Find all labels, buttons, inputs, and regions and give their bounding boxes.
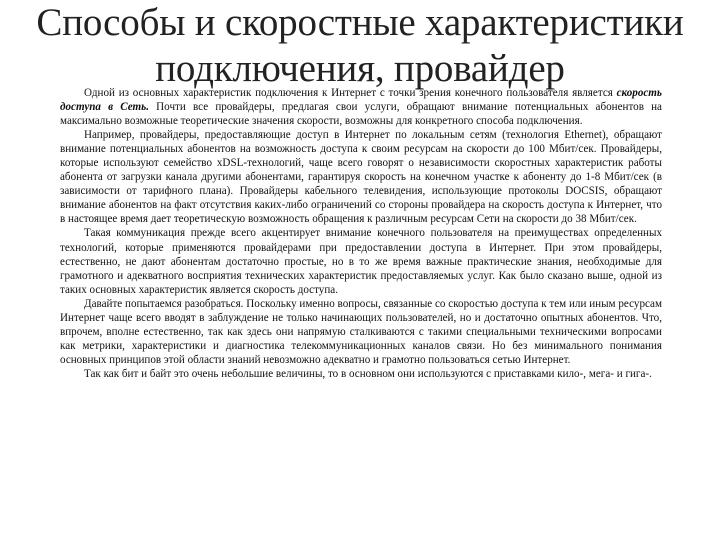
- paragraph-5: Так как бит и байт это очень небольшие величины, то в основном они используются с приставками кило-, мега- и гига-.: [84, 367, 652, 380]
- slide-title-line-1: Способы и скоростные характеристики: [36, 1, 684, 44]
- paragraph-4: Давайте попытаемся разобраться. Поскольку именно вопросы, связанные со скоростью доступа к тем или иным ресурсам Интернет чаще всего вводят в заблуждение не только начинающих пользователей, но и достаточно опытных абонентов. Что, впрочем, вполне естественно, так как здесь они напрямую сталкиваются с такими специальными техническими вопросами как метрики, характеристики и диагностика телекоммуникационных каналов связи. Но без минимального понимания основных принципов этой области знаний невозможно адекватно и грамотно пользоваться сетью Интернет.: [60, 297, 662, 366]
- paragraph-1: [60, 86, 662, 128]
- paragraph-1-emphasis: скорость доступа в Сеть.: [60, 87, 662, 114]
- paragraph-1-rest: Почти все провайдеры, предлагая свои услуги, обращают внимание потенциальных абонентов на максимально возможные теоретические значения скорости, возможны для конкретного способа подключения.: [60, 101, 662, 128]
- slide-title: [0, 0, 720, 92]
- paragraph-1-lead: Одной из основных характеристик подключения к Интернет с точки зрения конечного пользователя является: [84, 87, 617, 99]
- slide-title-line-2: подключения, провайдер: [155, 47, 565, 90]
- paragraph-3: Такая коммуникация прежде всего акцентирует внимание конечного пользователя на преимуществах определенных технологий, которые применяются провайдерами при предоставлении доступа в Интернет. При этом провайдеры, естественно, не дают абонентам достаточно простые, но в то же время важные практические знания, необходимые для грамотного и адекватного восприятия технических характеристик предоставляемых услуг. Как было сказано выше, одной из таких основных характеристик является скорость доступа.: [60, 227, 662, 296]
- paragraph-2: Например, провайдеры, предоставляющие доступ в Интернет по локальным сетям (технология Ethernet), обращают внимание потенциальных абонентов на возможность доступа к своим ресурсам на скорости до 100 Мбит/сек. Провайдеры, которые используют семейство xDSL-технологий, чаще всего говорят о независимости скоростных характеристик работы абонента от загрузки канала другими абонентами, гарантируя скорость на конечном участке к абоненту до 1-8 Мбит/сек (в зависимости от тарифного плана). Провайдеры кабельного телевидения, использующие протоколы DOCSIS, обращают внимание абонентов на факт отсутствия каких-либо ограничений со стороны провайдера на скорость доступа к Интернет, что в настоящее время дает теоретическую возможность обращения к различным ресурсам Сети на скорости до 38 Мбит/сек.: [60, 129, 662, 226]
- slide-body: [60, 86, 662, 536]
